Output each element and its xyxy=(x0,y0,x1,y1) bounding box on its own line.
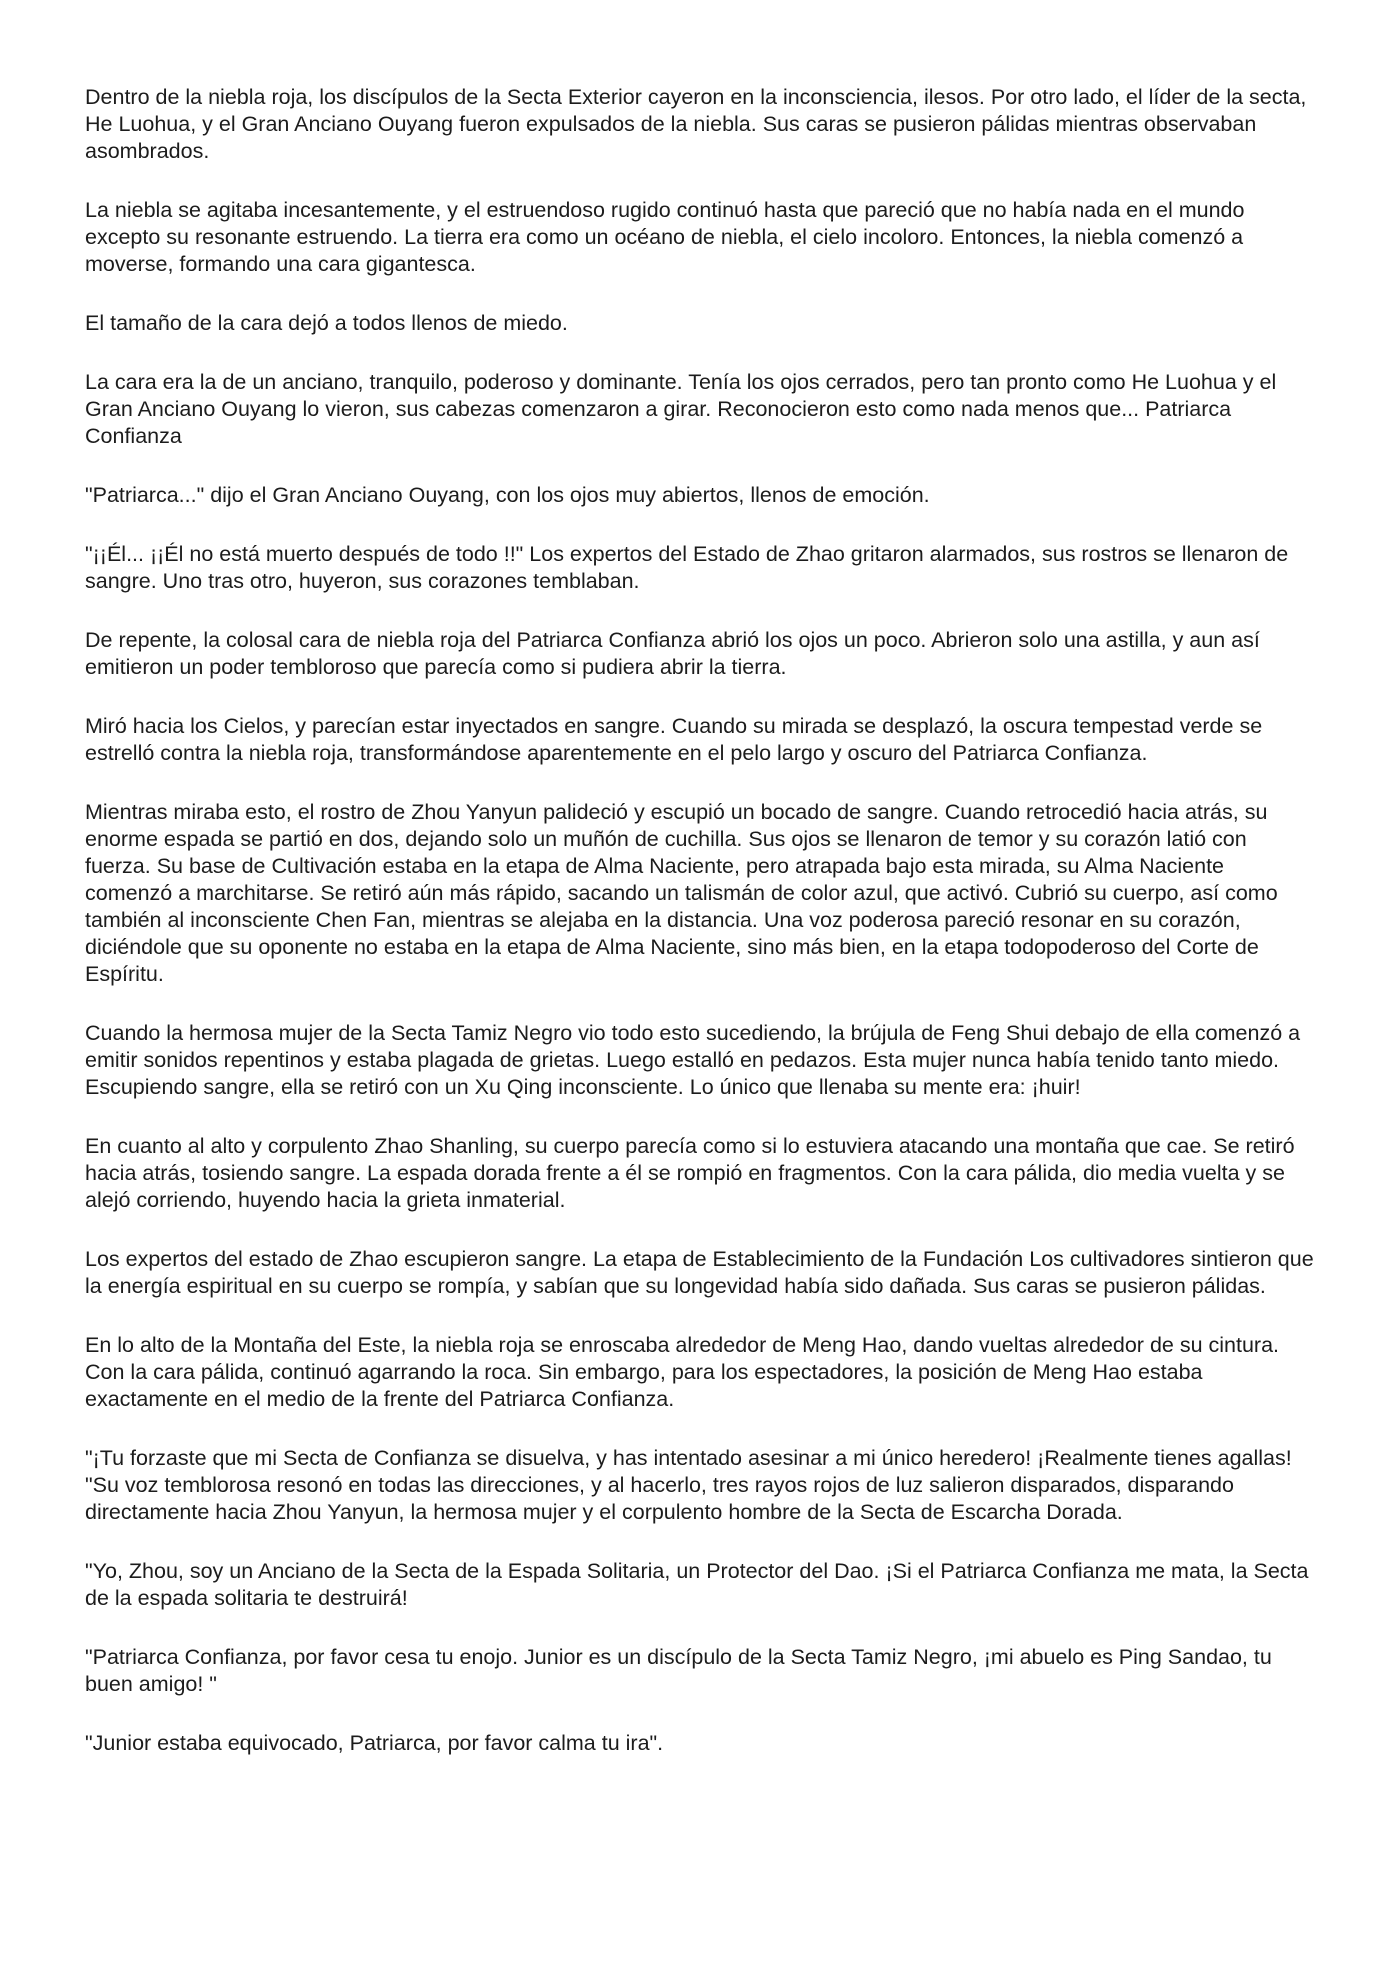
paragraph-4: La cara era la de un anciano, tranquilo, poderoso y dominante. Tenía los ojos cerrados, pero tan pronto como He Luohua y el Gran Anciano Ouyang lo vieron, sus cabezas comenzaron a girar. Reconocieron esto como nada menos que... Patriarca Confianza xyxy=(85,370,1277,448)
paragraph-12: Los expertos del estado de Zhao escupieron sangre. La etapa de Establecimiento de la Fundación Los cultivadores sintieron que la energía espiritual en su cuerpo se rompía, y sabían que su longevidad había sido dañada. Sus caras se pusieron pálidas. xyxy=(85,1247,1314,1298)
paragraph-15: "Yo, Zhou, soy un Anciano de la Secta de la Espada Solitaria, un Protector del Dao. ¡Si el Patriarca Confianza me mata, la Secta de la espada solitaria te destruirá! xyxy=(85,1559,1309,1610)
paragraph-17: "Junior estaba equivocado, Patriarca, por favor calma tu ira". xyxy=(85,1731,664,1755)
paragraph-7: De repente, la colosal cara de niebla roja del Patriarca Confianza abrió los ojos un poco. Abrieron solo una astilla, y aun así emitieron un poder tembloroso que parecía como si pudiera abrir la tierra. xyxy=(85,628,1260,679)
paragraph-3: El tamaño de la cara dejó a todos llenos de miedo. xyxy=(85,311,568,335)
paragraph-13: En lo alto de la Montaña del Este, la niebla roja se enroscaba alrededor de Meng Hao, dando vueltas alrededor de su cintura. Con la cara pálida, continuó agarrando la roca. Sin embargo, para los espectadores, la posición de Meng Hao estaba exactamente en el medio de la frente del Patriarca Confianza. xyxy=(85,1333,1280,1411)
paragraph-6: "¡¡Él... ¡¡Él no está muerto después de todo !!" Los expertos del Estado de Zhao gritaron alarmados, sus rostros se llenaron de sangre. Uno tras otro, huyeron, sus corazones temblaban. xyxy=(85,542,1289,593)
paragraph-10: Cuando la hermosa mujer de la Secta Tamiz Negro vio todo esto sucediendo, la brújula de Feng Shui debajo de ella comenzó a emitir sonidos repentinos y estaba plagada de grietas. Luego estalló en pedazos. Esta mujer nunca había tenido tanto miedo. Escupiendo sangre, ella se retiró con un Xu Qing inconsciente. Lo único que llenaba su mente era: ¡huir! xyxy=(85,1021,1301,1099)
paragraph-11: En cuanto al alto y corpulento Zhao Shanling, su cuerpo parecía como si lo estuviera atacando una montaña que cae. Se retiró hacia atrás, tosiendo sangre. La espada dorada frente a él se rompió en fragmentos. Con la cara pálida, dio media vuelta y se alejó corriendo, huyendo hacia la grieta inmaterial. xyxy=(85,1134,1295,1212)
paragraph-1: Dentro de la niebla roja, los discípulos de la Secta Exterior cayeron en la inconsciencia, ilesos. Por otro lado, el líder de la secta, He Luohua, y el Gran Anciano Ouyang fueron expulsados de la niebla. Sus caras se pusieron pálidas mientras observaban asombrados. xyxy=(85,85,1307,163)
paragraph-9: Mientras miraba esto, el rostro de Zhou Yanyun palideció y escupió un bocado de sangre. Cuando retrocedió hacia atrás, su enorme espada se partió en dos, dejando solo un muñón de cuchilla. Sus ojos se llenaron de temor y su corazón latió con fuerza. Su base de Cultivación estaba en la etapa de Alma Naciente, pero atrapada bajo esta mirada, su Alma Naciente comenzó a marchitarse. Se retiró aún más rápido, sacando un talismán de color azul, que activó. Cubrió su cuerpo, así como también al inconsciente Chen Fan, mientras se alejaba en la distancia. Una voz poderosa pareció resonar en su corazón, diciéndole que su oponente no estaba en la etapa de Alma Naciente, sino más bien, en la etapa todopoderoso del Corte de Espíritu. xyxy=(85,800,1278,986)
paragraph-16: "Patriarca Confianza, por favor cesa tu enojo. Junior es un discípulo de la Secta Tamiz Negro, ¡mi abuelo es Ping Sandao, tu buen amigo! " xyxy=(85,1645,1272,1696)
paragraph-5: "Patriarca..." dijo el Gran Anciano Ouyang, con los ojos muy abiertos, llenos de emoción. xyxy=(85,483,930,507)
paragraph-8: Miró hacia los Cielos, y parecían estar inyectados en sangre. Cuando su mirada se desplazó, la oscura tempestad verde se estrelló contra la niebla roja, transformándose aparentemente en el pelo largo y oscuro del Patriarca Confianza. xyxy=(85,714,1263,765)
paragraph-2: La niebla se agitaba incesantemente, y el estruendoso rugido continuó hasta que pareció que no había nada en el mundo excepto su resonante estruendo. La tierra era como un océano de niebla, el cielo incoloro. Entonces, la niebla comenzó a moverse, formando una cara gigantesca. xyxy=(85,198,1245,276)
paragraph-14: "¡Tu forzaste que mi Secta de Confianza se disuelva, y has intentado asesinar a mi único heredero! ¡Realmente tienes agallas! "Su voz temblorosa resonó en todas las direcciones, y al hacerlo, tres rayos rojos de luz salieron disparados, disparando directamente hacia Zhou Yanyun, la hermosa mujer y el corpulento hombre de la Secta de Escarcha Dorada. xyxy=(85,1446,1292,1524)
